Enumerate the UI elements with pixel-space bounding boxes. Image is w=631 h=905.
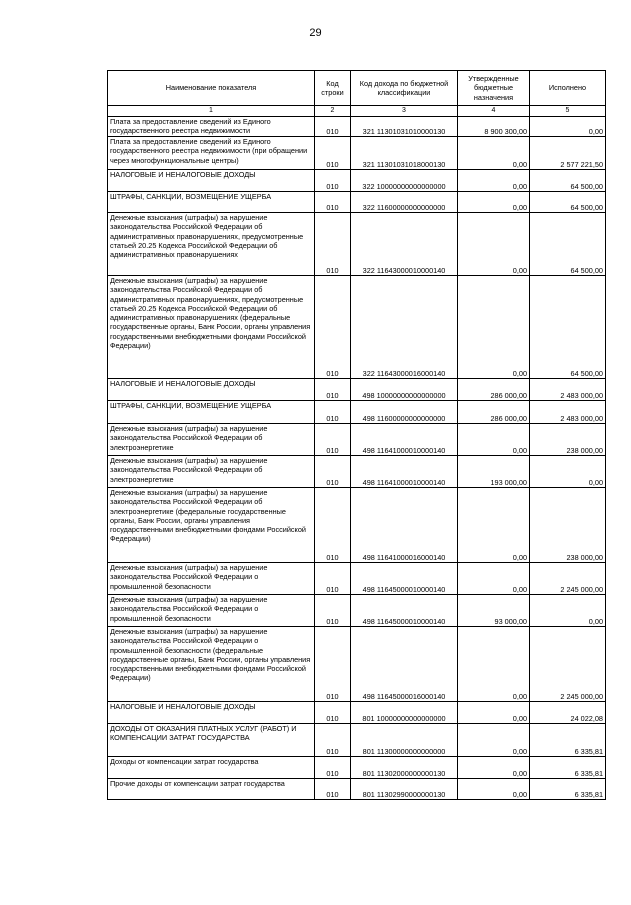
column-number-row xyxy=(108,106,606,117)
row-approved: 93 000,00 xyxy=(458,595,530,627)
table-row xyxy=(108,192,606,213)
table-row xyxy=(108,456,606,488)
row-kbk: 498 10000000000000000 xyxy=(351,379,458,401)
row-kbk: 801 10000000000000000 xyxy=(351,702,458,724)
row-approved: 0,00 xyxy=(458,170,530,192)
row-approved: 0,00 xyxy=(458,779,530,800)
row-kbk: 801 11302990000000130 xyxy=(351,779,458,800)
row-approved: 0,00 xyxy=(458,627,530,702)
row-code: 010 xyxy=(315,456,351,488)
row-done: 6 335,81 xyxy=(530,757,606,779)
header-kbk: Код дохода по бюджетной классификации xyxy=(351,71,458,106)
row-done: 6 335,81 xyxy=(530,779,606,800)
row-approved: 0,00 xyxy=(458,276,530,379)
row-approved: 0,00 xyxy=(458,724,530,757)
header-approved: Утвержденные бюджетные назначения xyxy=(458,71,530,106)
row-name: Прочие доходы от компенсации затрат государства xyxy=(108,779,315,800)
row-done: 2 245 000,00 xyxy=(530,627,606,702)
row-done: 0,00 xyxy=(530,117,606,137)
table-body xyxy=(108,117,606,800)
row-done: 238 000,00 xyxy=(530,424,606,456)
row-done: 2 577 221,50 xyxy=(530,137,606,170)
row-name: НАЛОГОВЫЕ И НЕНАЛОГОВЫЕ ДОХОДЫ xyxy=(108,379,315,401)
table-row xyxy=(108,627,606,702)
row-code: 010 xyxy=(315,779,351,800)
table-row xyxy=(108,757,606,779)
table-row xyxy=(108,117,606,137)
row-done: 2 245 000,00 xyxy=(530,563,606,595)
row-approved: 0,00 xyxy=(458,488,530,563)
row-name: Денежные взыскания (штрафы) за нарушение законодательства Российской Федерации об электроэнергетике (федеральные государственные органы, Банк России, органы управления государственными внебюджетными фондами Российской Федерации) xyxy=(108,488,315,563)
column-number: 4 xyxy=(458,106,530,117)
row-name: Денежные взыскания (штрафы) за нарушение законодательства Российской Федерации о промышленной безопасности xyxy=(108,563,315,595)
row-kbk: 498 11641000010000140 xyxy=(351,456,458,488)
table-row xyxy=(108,401,606,424)
row-kbk: 498 11645000010000140 xyxy=(351,595,458,627)
row-kbk: 321 11301031010000130 xyxy=(351,117,458,137)
row-code: 010 xyxy=(315,276,351,379)
row-done: 0,00 xyxy=(530,595,606,627)
revenue-table xyxy=(107,70,606,800)
row-approved: 0,00 xyxy=(458,563,530,595)
row-code: 010 xyxy=(315,488,351,563)
header-row xyxy=(108,71,606,106)
row-kbk: 801 11302000000000130 xyxy=(351,757,458,779)
row-approved: 286 000,00 xyxy=(458,401,530,424)
row-code: 010 xyxy=(315,757,351,779)
row-done: 2 483 000,00 xyxy=(530,401,606,424)
row-name: Плата за предоставление сведений из Единого государственного реестра недвижимости (при обращении через многофункциональные центры) xyxy=(108,137,315,170)
column-number: 2 xyxy=(315,106,351,117)
row-kbk: 322 10000000000000000 xyxy=(351,170,458,192)
row-name: Денежные взыскания (штрафы) за нарушение законодательства Российской Федерации о промышленной безопасности (федеральные государственные органы, Банк России, органы управления государственными внебюджетными фондами Российской Федерации) xyxy=(108,627,315,702)
row-name: ШТРАФЫ, САНКЦИИ, ВОЗМЕЩЕНИЕ УЩЕРБА xyxy=(108,192,315,213)
row-name: НАЛОГОВЫЕ И НЕНАЛОГОВЫЕ ДОХОДЫ xyxy=(108,702,315,724)
row-done: 64 500,00 xyxy=(530,276,606,379)
table-row xyxy=(108,213,606,276)
row-approved: 0,00 xyxy=(458,757,530,779)
table-row xyxy=(108,595,606,627)
row-name: Доходы от компенсации затрат государства xyxy=(108,757,315,779)
table-row xyxy=(108,379,606,401)
row-code: 010 xyxy=(315,170,351,192)
row-code: 010 xyxy=(315,627,351,702)
row-kbk: 498 11641000016000140 xyxy=(351,488,458,563)
row-code: 010 xyxy=(315,117,351,137)
row-approved: 193 000,00 xyxy=(458,456,530,488)
header-name: Наименование показателя xyxy=(108,71,315,106)
row-kbk: 321 11301031018000130 xyxy=(351,137,458,170)
row-kbk: 498 11600000000000000 xyxy=(351,401,458,424)
table-row xyxy=(108,488,606,563)
row-approved: 0,00 xyxy=(458,137,530,170)
row-done: 24 022,08 xyxy=(530,702,606,724)
row-kbk: 498 11645000016000140 xyxy=(351,627,458,702)
table-row xyxy=(108,424,606,456)
header-done: Исполнено xyxy=(530,71,606,106)
row-code: 010 xyxy=(315,595,351,627)
row-code: 010 xyxy=(315,563,351,595)
row-code: 010 xyxy=(315,137,351,170)
row-name: Денежные взыскания (штрафы) за нарушение законодательства Российской Федерации об административных правонарушениях, предусмотренные статьей 20.25 Кодекса Российской Федерации об административных правонарушениях xyxy=(108,213,315,276)
table-row xyxy=(108,724,606,757)
row-name: ДОХОДЫ ОТ ОКАЗАНИЯ ПЛАТНЫХ УСЛУГ (РАБОТ) И КОМПЕНСАЦИИ ЗАТРАТ ГОСУДАРСТВА xyxy=(108,724,315,757)
row-kbk: 322 11643000010000140 xyxy=(351,213,458,276)
row-approved: 0,00 xyxy=(458,702,530,724)
row-done: 64 500,00 xyxy=(530,170,606,192)
row-code: 010 xyxy=(315,192,351,213)
row-code: 010 xyxy=(315,424,351,456)
row-name: НАЛОГОВЫЕ И НЕНАЛОГОВЫЕ ДОХОДЫ xyxy=(108,170,315,192)
row-code: 010 xyxy=(315,379,351,401)
table-row xyxy=(108,702,606,724)
row-kbk: 498 11645000010000140 xyxy=(351,563,458,595)
table-row xyxy=(108,779,606,800)
row-name: Денежные взыскания (штрафы) за нарушение законодательства Российской Федерации об электроэнергетике xyxy=(108,456,315,488)
table-row xyxy=(108,170,606,192)
row-name: ШТРАФЫ, САНКЦИИ, ВОЗМЕЩЕНИЕ УЩЕРБА xyxy=(108,401,315,424)
row-kbk: 322 11643000016000140 xyxy=(351,276,458,379)
row-name: Денежные взыскания (штрафы) за нарушение законодательства Российской Федерации о промышленной безопасности xyxy=(108,595,315,627)
row-kbk: 498 11641000010000140 xyxy=(351,424,458,456)
row-kbk: 801 11300000000000000 xyxy=(351,724,458,757)
row-done: 238 000,00 xyxy=(530,488,606,563)
header-code: Код строки xyxy=(315,71,351,106)
row-code: 010 xyxy=(315,724,351,757)
column-number: 3 xyxy=(351,106,458,117)
row-approved: 286 000,00 xyxy=(458,379,530,401)
row-done: 0,00 xyxy=(530,456,606,488)
row-name: Плата за предоставление сведений из Единого государственного реестра недвижимости xyxy=(108,117,315,137)
column-number: 1 xyxy=(108,106,315,117)
column-number: 5 xyxy=(530,106,606,117)
row-name: Денежные взыскания (штрафы) за нарушение законодательства Российской Федерации об электроэнергетике xyxy=(108,424,315,456)
row-code: 010 xyxy=(315,213,351,276)
table-row xyxy=(108,137,606,170)
row-kbk: 322 11600000000000000 xyxy=(351,192,458,213)
row-done: 6 335,81 xyxy=(530,724,606,757)
row-name: Денежные взыскания (штрафы) за нарушение законодательства Российской Федерации об административных правонарушениях, предусмотренные статьей 20.25 Кодекса Российской Федерации об административных правонарушениях (федеральные государственные органы, Банк России, органы управления государственными внебюджетными фондами Российской Федерации) xyxy=(108,276,315,379)
row-code: 010 xyxy=(315,401,351,424)
page-number: 29 xyxy=(309,27,322,39)
row-approved: 0,00 xyxy=(458,192,530,213)
table-row xyxy=(108,276,606,379)
row-approved: 8 900 300,00 xyxy=(458,117,530,137)
row-done: 64 500,00 xyxy=(530,213,606,276)
row-approved: 0,00 xyxy=(458,424,530,456)
row-code: 010 xyxy=(315,702,351,724)
row-approved: 0,00 xyxy=(458,213,530,276)
row-done: 64 500,00 xyxy=(530,192,606,213)
row-done: 2 483 000,00 xyxy=(530,379,606,401)
table-row xyxy=(108,563,606,595)
